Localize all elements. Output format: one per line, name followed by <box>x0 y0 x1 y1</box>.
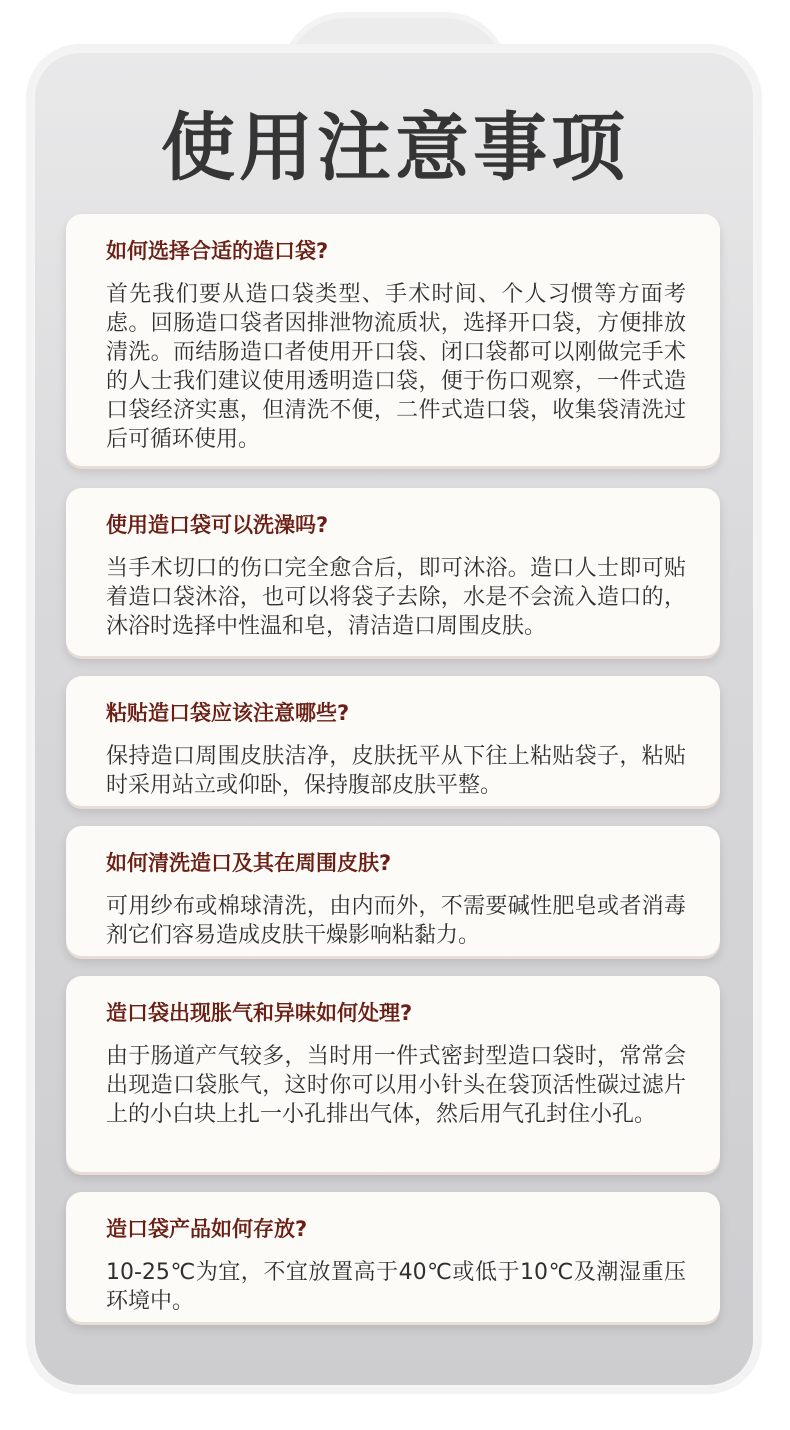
faq-card-4 <box>66 826 720 956</box>
faq-answer: 保持造口周围皮肤洁净，皮肤抚平从下往上粘贴袋子，粘贴时采用站立或仰卧，保持腹部皮肤平整。 <box>106 744 686 798</box>
faq-card-3 <box>66 676 720 806</box>
faq-question: 使用造口袋可以洗澡吗? <box>106 513 329 537</box>
faq-question: 造口袋出现胀气和异味如何处理? <box>106 1001 413 1025</box>
faq-answer: 由于肠道产气较多，当时用一件式密封型造口袋时，常常会出现造口袋胀气，这时你可以用小针头在袋顶活性碳过滤片上的小白块上扎一小孔排出气体，然后用气孔封住小孔。 <box>106 1044 686 1127</box>
faq-answer: 首先我们要从造口袋类型、手术时间、个人习惯等方面考虑。回肠造口袋者因排泄物流质状，选择开口袋，方便排放清洗。而结肠造口者使用开口袋、闭口袋都可以刚做完手术的人士我们建议使用透明造口袋，便于伤口观察，一件式造口袋经济实惠，但清洗不便，二件式造口袋，收集袋清洗过后可循环使用。 <box>106 282 686 452</box>
faq-question: 如何清洗造口及其在周围皮肤? <box>106 851 392 875</box>
faq-answer: 当手术切口的伤口完全愈合后，即可沐浴。造口人士即可贴着造口袋沐浴，也可以将袋子去除，水是不会流入造口的，沐浴时选择中性温和皂，清洁造口周围皮肤。 <box>106 556 686 639</box>
faq-answer: 10-25℃为宜，不宜放置高于40℃或低于10℃及潮湿重压环境中。 <box>106 1260 686 1314</box>
faq-question: 如何选择合适的造口袋? <box>106 239 329 263</box>
faq-card-5 <box>66 976 720 1172</box>
faq-card-6 <box>66 1192 720 1322</box>
faq-question: 粘贴造口袋应该注意哪些? <box>106 701 350 725</box>
faq-card-2 <box>66 488 720 656</box>
faq-answer: 可用纱布或棉球清洗，由内而外，不需要碱性肥皂或者消毒剂它们容易造成皮肤干燥影响粘黏力。 <box>106 894 686 948</box>
faq-question: 造口袋产品如何存放? <box>106 1217 308 1241</box>
page-title: 使用注意事项 <box>161 105 629 191</box>
faq-card-1 <box>66 214 720 466</box>
